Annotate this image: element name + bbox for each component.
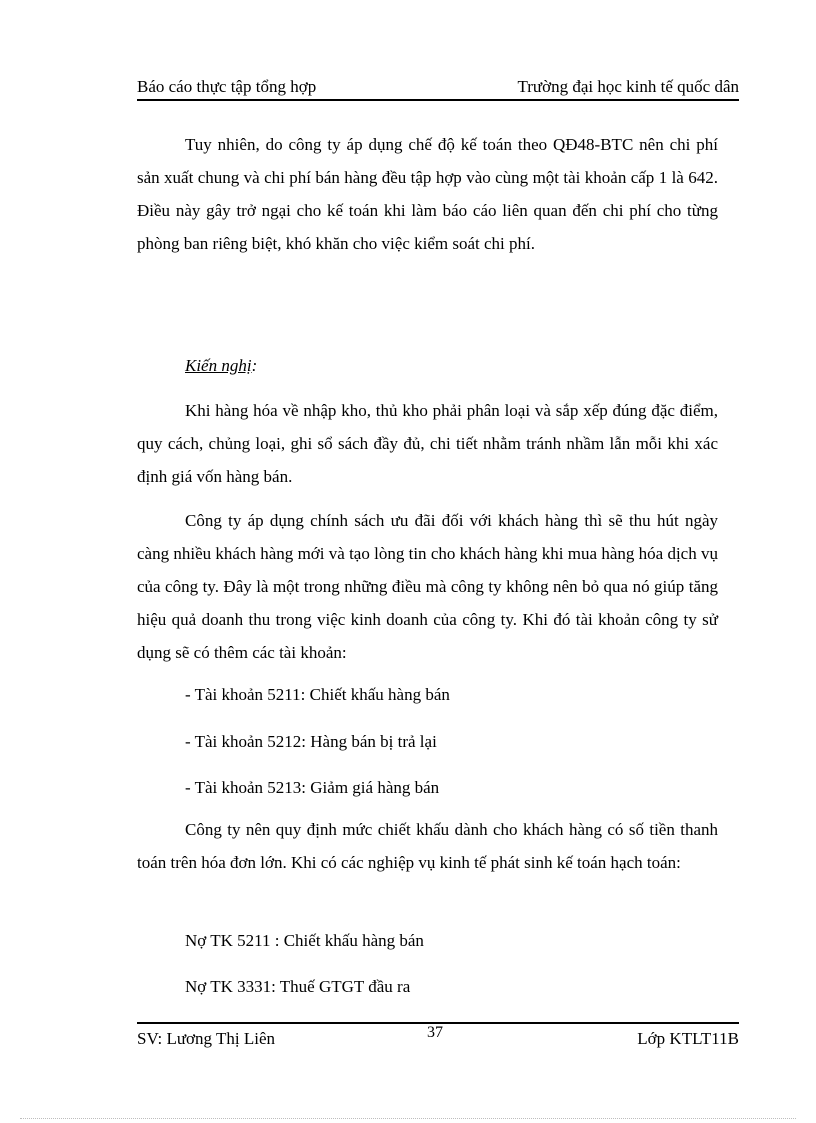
journal-entry: Nợ TK 3331: Thuế GTGT đầu ra — [185, 977, 411, 996]
footer-class: Lớp KTLT11B — [637, 1029, 739, 1048]
header-report-title: Báo cáo thực tập tổng hợp — [137, 77, 317, 96]
footer-student-name: SV: Lương Thị Liên — [137, 1029, 275, 1048]
account-item: - Tài khoản 5212: Hàng bán bị trả lại — [185, 732, 437, 751]
header-university: Trường đại học kinh tế quốc dân — [517, 77, 739, 96]
header-rule — [137, 99, 739, 101]
paragraph-warehouse: Khi hàng hóa về nhập kho, thủ kho phải phân loại và sắp xếp đúng đặc điểm, quy cách, chủng loại, ghi sổ sách đầy đủ, chi tiết nhằm tránh nhầm lẫn mỗi khi xác định giá vốn hàng bán. — [137, 401, 718, 486]
section-heading-recommendations — [185, 355, 257, 377]
paragraph-customer-policy: Công ty áp dụng chính sách ưu đãi đối với khách hàng thì sẽ thu hút ngày càng nhiều khách hàng mới và tạo lòng tin cho khách hàng khi mua hàng hóa dịch vụ của công ty. Đây là một trong những điều mà công ty không nên bỏ qua nó giúp tăng hiệu quả doanh thu trong việc kinh doanh của công ty. Khi đó tài khoản công ty sử dụng sẽ có thêm các tài khoản: — [137, 511, 718, 662]
page-footer — [137, 1026, 739, 1048]
paragraph-discount: Công ty nên quy định mức chiết khấu dành cho khách hàng có số tiền thanh toán trên hóa đơn lớn. Khi có các nghiệp vụ kinh tế phát sinh kế toán hạch toán: — [137, 820, 718, 872]
page-bottom-dotted-border — [20, 1118, 796, 1119]
heading-text: Kiến nghị — [185, 356, 252, 375]
page-number: 37 — [427, 1024, 443, 1041]
page-header — [137, 76, 739, 98]
paragraph-limitation: Tuy nhiên, do công ty áp dụng chế độ kế toán theo QĐ48-BTC nên chi phí sản xuất chung và chi phí bán hàng đều tập hợp vào cùng một tài khoản cấp 1 là 642. Điều này gây trở ngại cho kế toán khi làm báo cáo liên quan đến chi phí cho từng phòng ban riêng biệt, khó khăn cho việc kiểm soát chi phí. — [137, 135, 718, 253]
account-item: - Tài khoản 5213: Giảm giá hàng bán — [185, 778, 440, 797]
account-item: - Tài khoản 5211: Chiết khấu hàng bán — [185, 685, 450, 704]
heading-colon: : — [251, 356, 258, 375]
journal-entry: Nợ TK 5211 : Chiết khấu hàng bán — [185, 931, 424, 950]
